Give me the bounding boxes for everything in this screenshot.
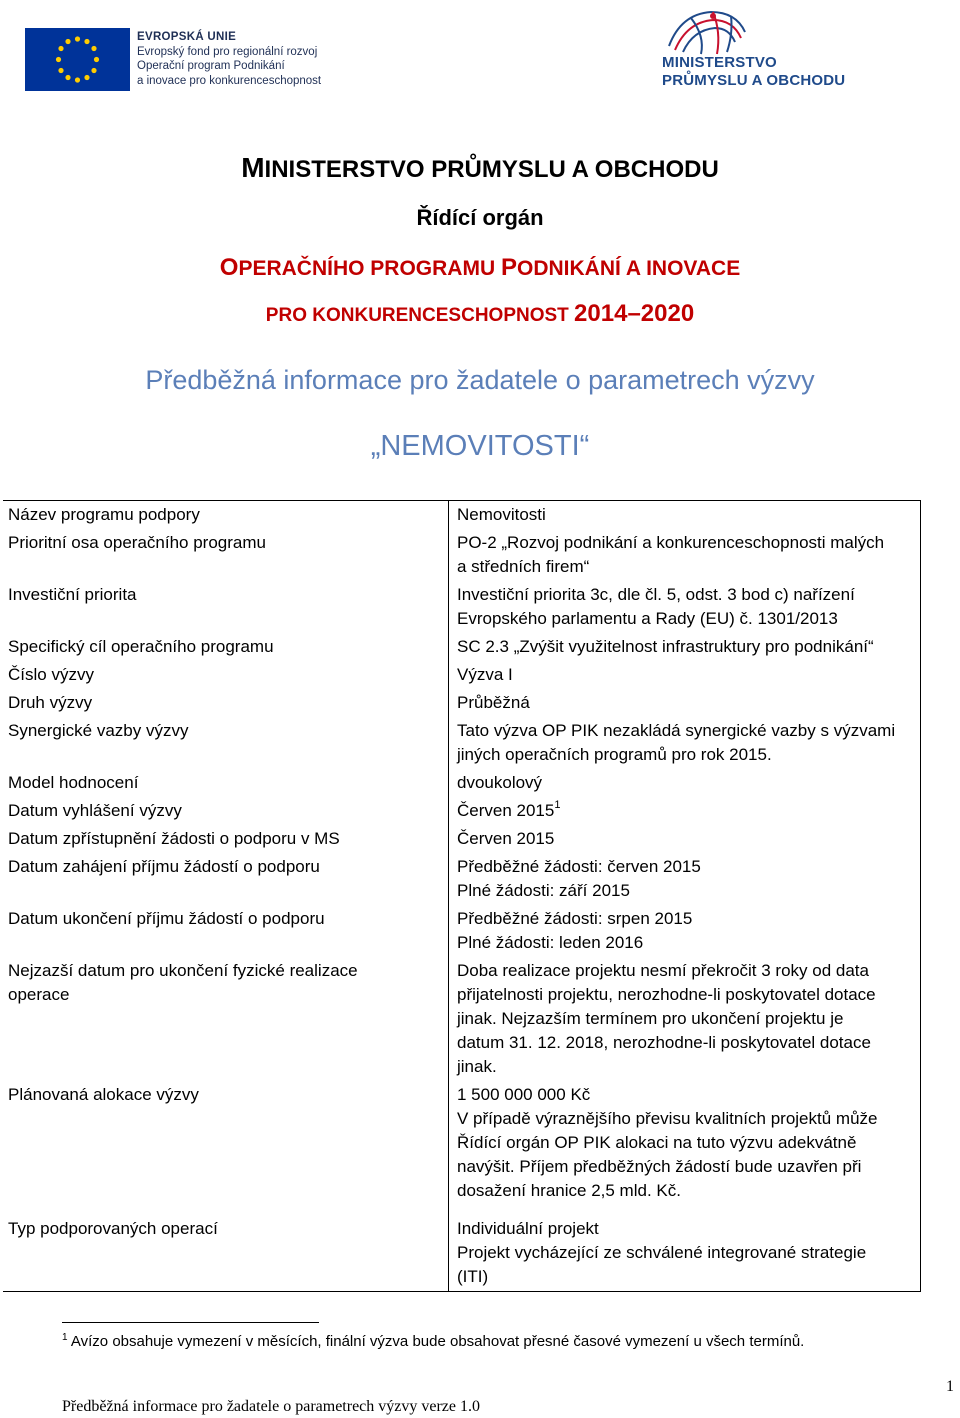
table-row [3,581,921,633]
row-value: dvoukolový [449,769,921,797]
row-label: Investiční priorita [8,585,137,604]
footnote-mark: 1 [62,1332,68,1343]
eu-logo-line4: a inovace pro konkurenceschopnost [137,74,322,87]
table-row [3,769,921,797]
ministry-heading: MINISTERSTVO PRŮMYSLU A OBCHODU [241,152,719,183]
row-value: SC 2.3 „Zvýšit využitelnost infrastruktury pro podnikání“ [449,633,921,661]
row-value: Investiční priorita 3c, dle čl. 5, odst. 3 bod c) nařízení Evropského parlamentu a Rady (EU) č. 1301/2013 [449,581,921,633]
table-row [3,633,921,661]
call-parameters-table [3,500,921,1292]
page-number: 1 [946,1378,954,1395]
row-label: Typ podporovaných operací [3,1215,449,1292]
row-label: Nejzazší datum pro ukončení fyzické realizace operace [8,961,358,1004]
table-row [3,957,921,1081]
subtitle: Předběžná informace pro žadatele o parametrech výzvy [145,365,815,395]
mpo-globe-logo [661,6,751,56]
row-value: Červen 2015$^1$ [449,797,921,825]
program-heading-line1: OPERAČNÍHO PROGRAMU PODNIKÁNÍ A INOVACE [219,254,741,281]
row-value: Předběžné žádosti: červen 2015 Plné žádosti: září 2015 [449,853,921,905]
eu-logo-line2: Evropský fond pro regionální rozvoj [137,45,318,58]
row-label: Název programu podpory [3,501,449,530]
row-label: Číslo výzvy [8,665,94,684]
row-value: 1 500 000 000 Kč V případě výraznějšího převisu kvalitních projektů může Řídící orgán OP PIK alokaci na tuto výzvu adekvátně navýšit. Příjem předběžných žádostí bude uzavřen při dosažení hranice 2,5 mld. Kč. [449,1081,921,1215]
row-label: Datum zahájení příjmu žádostí o podporu [8,857,320,876]
table-row [3,825,921,853]
authority-heading: Řídící orgán [416,205,544,230]
row-value: Průběžná [449,689,921,717]
table-row [3,717,921,769]
row-value: Výzva I [449,661,921,689]
table-row [3,689,921,717]
table-row [3,797,921,825]
row-label: Datum ukončení příjmu žádostí o podporu [8,909,325,928]
row-value: Předběžné žádosti: srpen 2015 Plné žádosti: leden 2016 [449,905,921,957]
row-label: Prioritní osa operačního programu [8,533,266,552]
table-row [3,501,921,530]
program-heading-line2: PRO KONKURENCESCHOPNOST 2014–2020 [265,300,695,327]
row-value: Individuální projekt Projekt vycházející ze schválené integrované strategie (ITI) [449,1215,921,1292]
row-label: Synergické vazby výzvy [8,721,189,740]
mpo-logo-text [662,54,845,90]
row-value: PO-2 „Rozvoj podnikání a konkurenceschopnosti malých a středních firem“ [449,529,921,581]
row-value: Tato výzva OP PIK nezakládá synergické vazby s výzvami jiných operačních programů pro rok 2015. [449,717,921,769]
row-label: Model hodnocení [8,773,139,792]
table-row [3,1081,921,1215]
footnote [62,1332,804,1350]
table-row [3,853,921,905]
eu-flag-logo [25,28,130,91]
footnote-text: Avízo obsahuje vymezení v měsících, finální výzva bude obsahovat přesné časové vymezení u všech termínů. [67,1333,805,1350]
row-label: Specifický cíl operačního programu [8,637,274,656]
row-value: Nemovitosti [449,501,921,530]
table-row [3,1215,921,1292]
footnote-ref: 1 [554,799,561,812]
row-label: Plánovaná alokace výzvy [8,1085,199,1104]
call-name: „NEMOVITOSTI“ [370,430,590,462]
page-footer: Předběžná informace pro žadatele o parametrech výzvy verze 1.0 [62,1398,480,1415]
row-label: Datum vyhlášení výzvy [8,801,182,820]
row-label: Druh výzvy [8,693,93,712]
mpo-logo-line1: MINISTERSTVO [662,54,777,71]
table-row [3,905,921,957]
row-label: Datum zpřístupnění žádosti o podporu v MS [8,829,340,848]
table-row [3,529,921,581]
eu-logo-line1: EVROPSKÁ UNIE [137,31,237,43]
row-value: Červen 2015 [449,825,921,853]
table-row [3,661,921,689]
eu-logo-line3: Operační program Podnikání [137,60,285,72]
eu-logo-text [137,30,321,88]
footnote-separator [62,1322,319,1323]
mpo-logo-line2: PRŮMYSLU A OBCHODU [662,72,846,89]
row-value: Doba realizace projektu nesmí překročit 3 roky od data přijatelnosti projektu, nerozhodne-li poskytovatel dotace jinak. Nejzazším termínem pro ukončení projektu je datum 31. 12. 2018, nerozhodne-li poskytovatel dotace jinak. [449,957,921,1081]
